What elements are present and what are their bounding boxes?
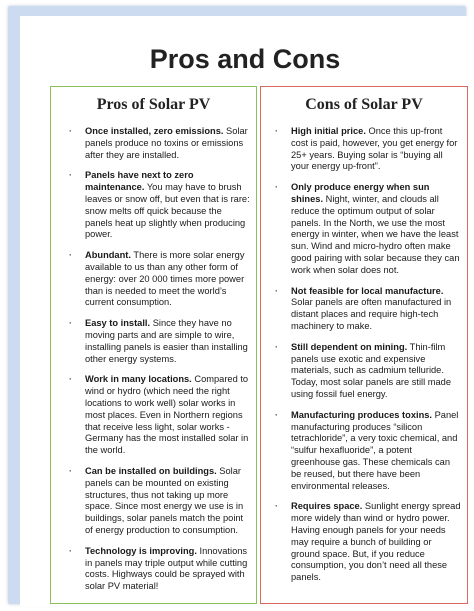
list-item xyxy=(85,374,250,457)
item-text: Night, winter, and clouds all reduce the optimum output of solar panels. In the North, we use the most energy in winter, when we have the least sun. Wind and micro-hydro often make good pairing with solar because they can work when solar does not. xyxy=(291,193,460,275)
list-item xyxy=(85,318,250,365)
list-item xyxy=(291,126,461,173)
list-item xyxy=(85,546,250,593)
cons-list xyxy=(261,126,467,584)
item-title: Technology is improving. xyxy=(85,545,197,556)
item-title: Abundant. xyxy=(85,250,131,261)
item-text: Solar panels can be mounted on existing structures, thus not taking up more space. Since most energy we use is in buildings, solar panels match the point of energy production to consumption. xyxy=(85,465,244,535)
cons-column xyxy=(260,86,468,604)
list-item xyxy=(291,410,461,493)
document-sheet xyxy=(20,16,470,606)
pros-column xyxy=(50,86,257,604)
list-item xyxy=(291,501,461,584)
pros-list xyxy=(51,126,256,593)
item-text: Once this up-front cost is paid, however, you get energy for 25+ years. Buying solar is “buying all your energy up-front”. xyxy=(291,126,458,172)
item-text: Compared to wind or hydro (which need the right locations to work well) solar works in most places. Even in Northern regions that receive less light, solar works - Germany has the most installed solar in the world. xyxy=(85,374,249,456)
list-item xyxy=(291,182,461,276)
item-title: Manufacturing produces toxins. xyxy=(291,409,433,420)
item-title: Still dependent on mining. xyxy=(291,341,408,352)
page-title: Pros and Cons xyxy=(149,44,341,74)
item-title: Once installed, zero emissions. xyxy=(85,126,224,136)
list-item xyxy=(291,342,461,401)
item-text: Solar panels are often manufactured in distant places and require high-tech machinery to make. xyxy=(291,297,452,331)
page-frame xyxy=(8,6,466,604)
item-title: High initial price. xyxy=(291,126,366,136)
item-text: Solar panels produce no toxins or emissions after they are installed. xyxy=(85,126,248,160)
list-item xyxy=(85,170,250,241)
item-title: Only produce energy when sun shines. xyxy=(291,182,430,204)
item-text: There is more solar energy available to us than any other form of energy: over 20 000 times more power than is needed to meet the world’s current consumption. xyxy=(85,250,245,308)
cons-heading: Cons of Solar PV xyxy=(305,96,423,113)
item-text: You may have to brush leaves or snow off, but even that is rare: snow melts off quick because the panels heat up slightly when producing power. xyxy=(85,182,250,240)
item-text: Since they have no moving parts and are simple to wire, installing panels is easier than installing other energy systems. xyxy=(85,318,248,364)
list-item xyxy=(291,286,461,333)
pros-heading: Pros of Solar PV xyxy=(96,96,211,113)
item-title: Panels have next to zero maintenance. xyxy=(85,170,194,193)
item-title: Not feasible for local manufacture. xyxy=(291,285,444,296)
item-title: Easy to install. xyxy=(85,318,151,329)
item-text: Panel manufacturing produces “silicon tetrachloride”, a very toxic chemical, and “sulfur hexafluoride”, a potent greenhouse gas. These chemicals can be reused, but there have been environmental releases. xyxy=(291,409,459,491)
item-title: Can be installed on buildings. xyxy=(85,465,217,476)
list-item xyxy=(85,250,250,309)
item-title: Work in many locations. xyxy=(85,374,192,385)
item-text: Innovations in panels may triple output while cutting costs. Highways could be sprayed with solar PV material! xyxy=(85,545,248,592)
item-text: Sunlight energy spread more widely than wind or hydro power. Having enough panels for your needs may require a bunch of building or ground space. But, if you reduce consumption, you don’t need all these panels. xyxy=(291,501,461,583)
list-item xyxy=(85,466,250,537)
list-item xyxy=(85,126,250,161)
item-title: Requires space. xyxy=(291,501,363,512)
item-text: Thin-film panels use exotic and expensive materials, such as cadmium telluride. Today, most solar panels are still made using fossil fuel energy. xyxy=(291,341,452,399)
